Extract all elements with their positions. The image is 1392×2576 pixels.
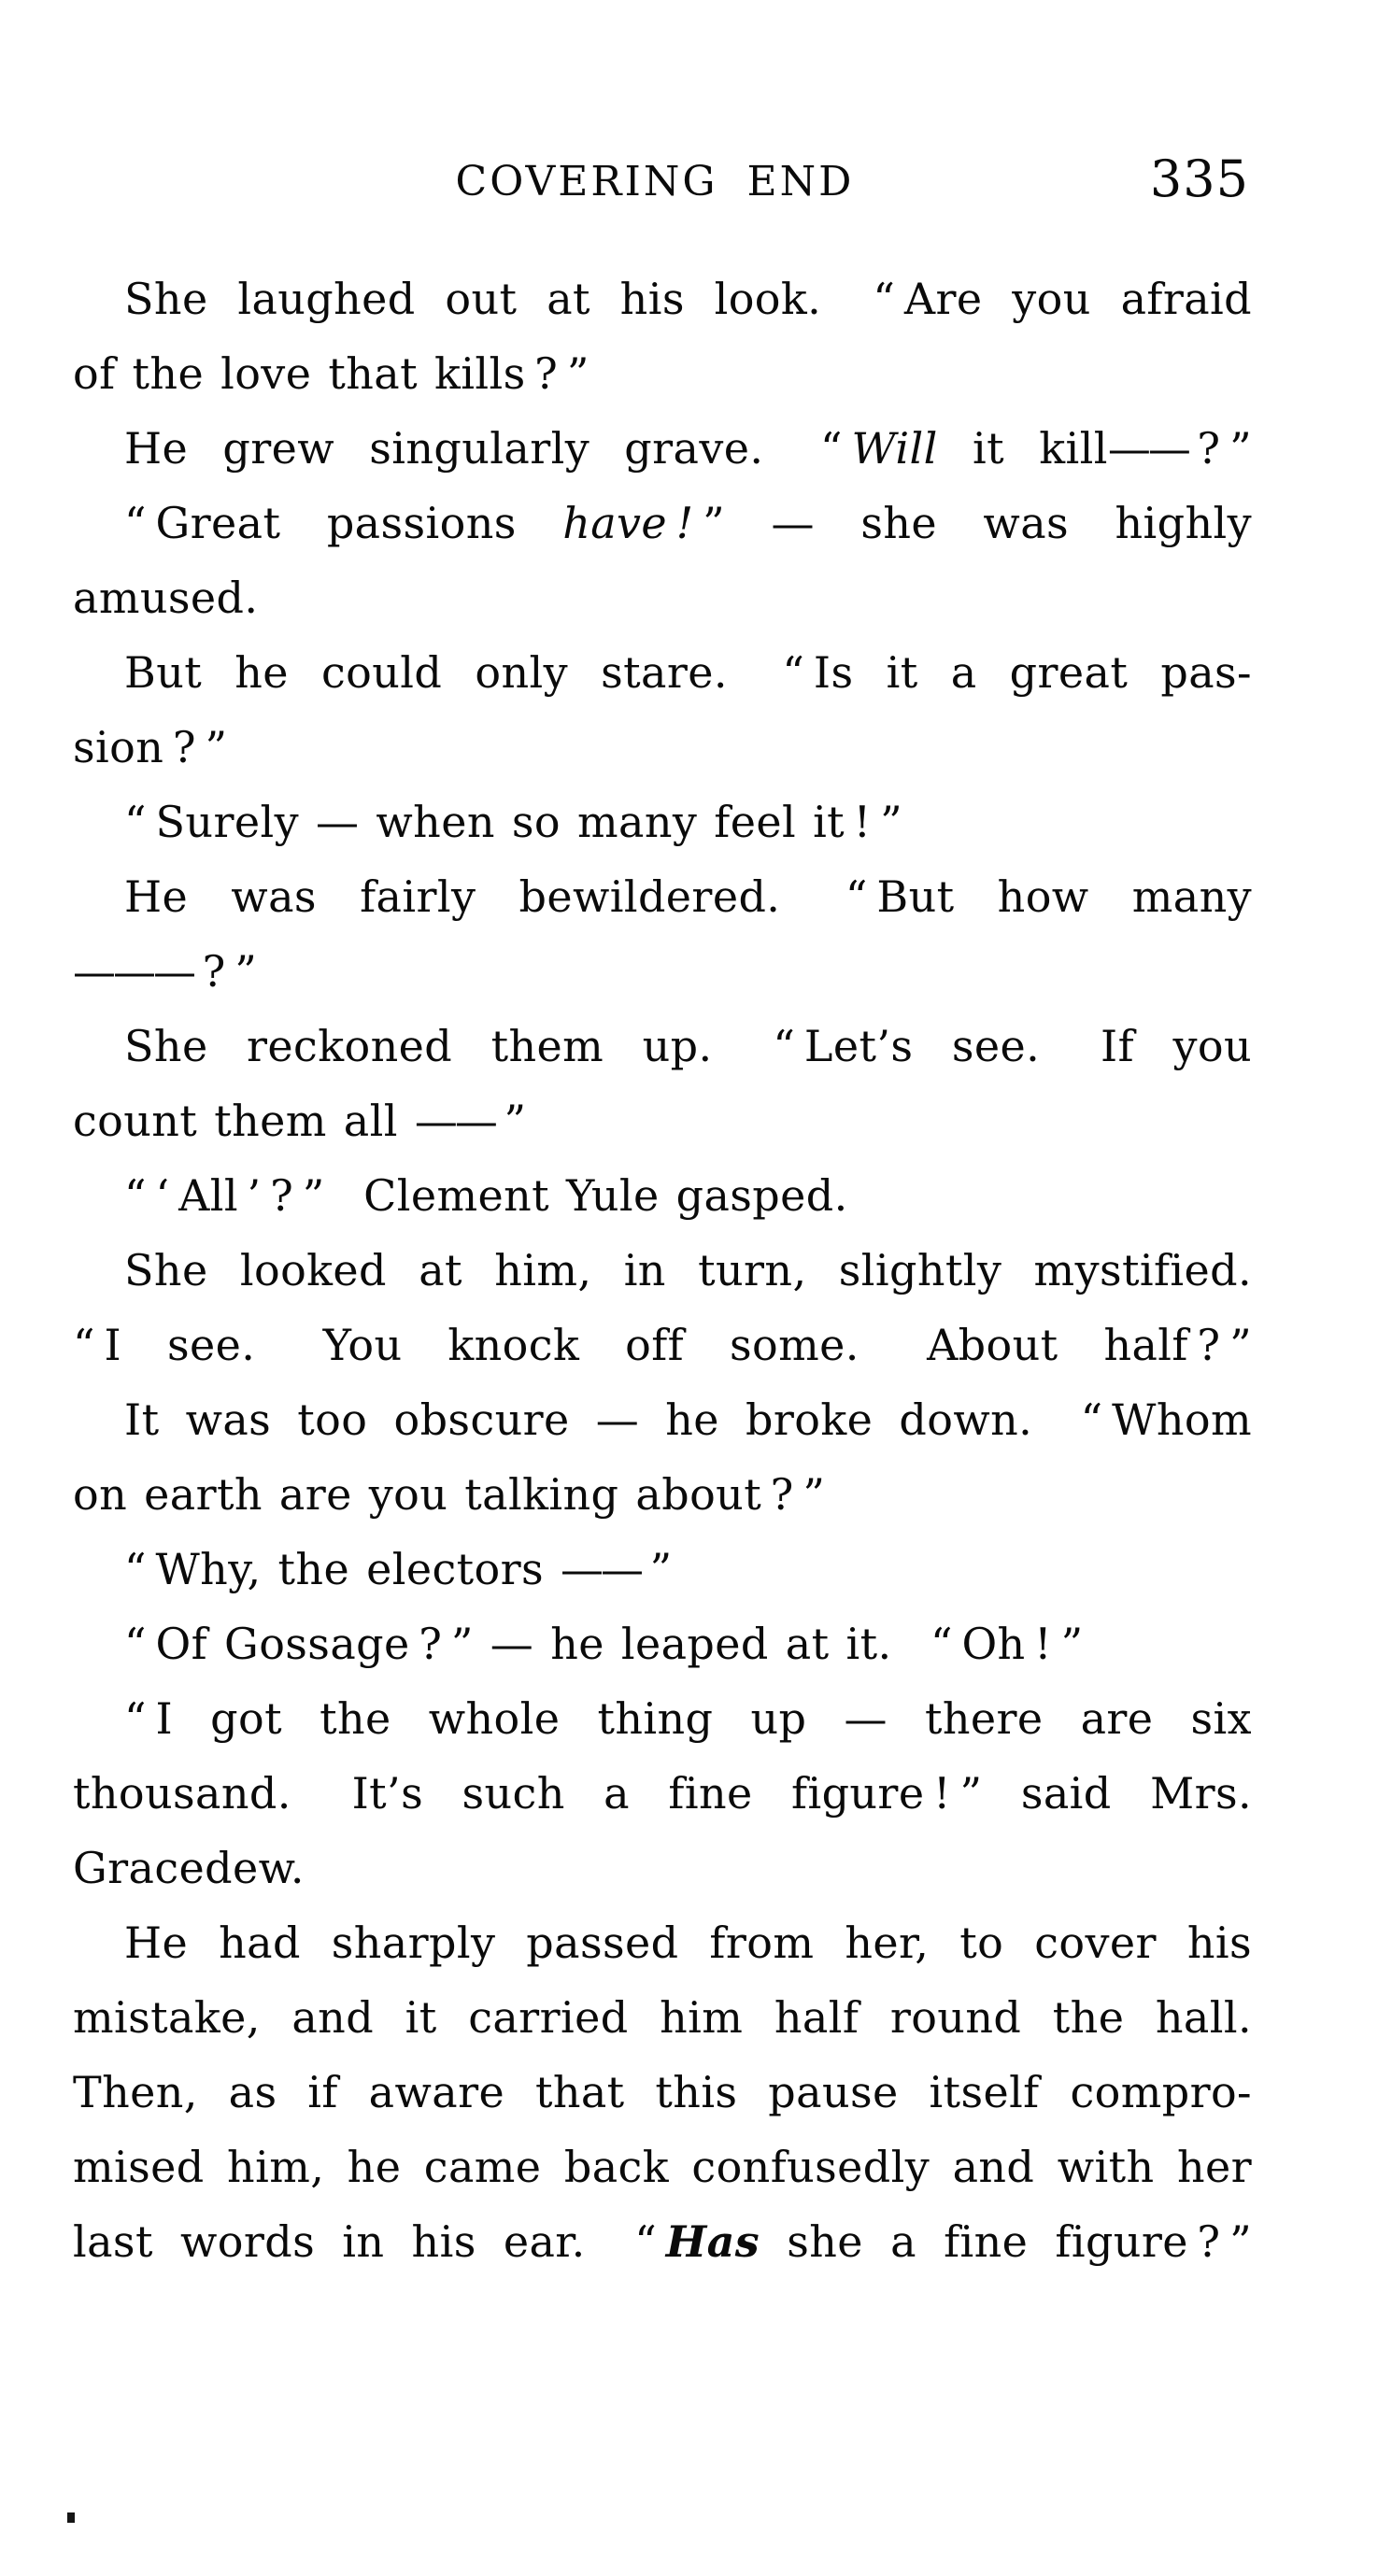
text-segment: It was too obscure — he broke down. “ Whom	[124, 1394, 1252, 1445]
text-line	[73, 1905, 1252, 1980]
text-segment: ”	[641, 1544, 673, 1594]
text-line	[73, 710, 1252, 785]
text-segment: she a fine figure ? ”	[760, 2216, 1252, 2267]
dash-rule: ——	[414, 1096, 495, 1146]
text-line	[73, 1681, 1252, 1756]
text-line	[73, 785, 1252, 859]
text-line	[73, 1083, 1252, 1158]
text-line	[73, 2204, 1252, 2279]
ink-speck-artifact	[67, 2512, 75, 2523]
dash-rule: ———	[73, 946, 193, 997]
text-line	[73, 1233, 1252, 1308]
text-segment: “ Why, the electors	[124, 1544, 561, 1594]
text-segment: of the love that kills ? ”	[73, 348, 589, 399]
text-segment: sion ? ”	[73, 722, 228, 772]
text-segment: “ Great passions	[124, 498, 563, 548]
running-title: COVERING END	[455, 158, 855, 205]
text-segment: ? ”	[1187, 423, 1252, 474]
running-head	[0, 149, 1392, 215]
text-segment: Gracedew.	[73, 1843, 305, 1893]
text-line	[73, 1457, 1252, 1532]
page-number: 335	[1149, 149, 1249, 208]
text-line	[73, 1831, 1252, 1905]
text-line	[73, 1606, 1252, 1681]
text-segment: count them all	[73, 1096, 415, 1146]
text-segment: She looked at him, in turn, slightly mystified.	[124, 1245, 1252, 1295]
dash-rule: ——	[1107, 423, 1188, 474]
text-segment: “ ‘ All ’ ? ” Clement Yule gasped.	[124, 1170, 848, 1221]
text-segment: mistake, and it carried him half round the hall.	[73, 1992, 1252, 2043]
text-segment: ”	[494, 1096, 527, 1146]
text-line	[73, 2130, 1252, 2204]
text-segment: But he could only stare. “ Is it a great pas-	[124, 647, 1252, 698]
text-segment: “ Of Gossage ? ” — he leaped at it. “ Oh ! ”	[124, 1619, 1084, 1669]
text-segment: He had sharply passed from her, to cover his	[124, 1918, 1252, 1968]
text-line	[73, 1009, 1252, 1083]
text-line	[73, 1532, 1252, 1606]
dash-rule: ——	[561, 1544, 642, 1594]
text-line	[73, 1980, 1252, 2055]
text-segment: She reckoned them up. “ Let’s see. If you	[124, 1021, 1252, 1071]
text-segment: “ I see. You knock off some. About half ? ”	[73, 1320, 1252, 1370]
text-segment: it kill	[937, 423, 1108, 474]
text-segment: “ Surely — when so many feel it ! ”	[124, 797, 903, 847]
text-line	[73, 859, 1252, 934]
text-segment: ” — she was highly	[693, 498, 1252, 548]
text-segment: amused.	[73, 573, 259, 623]
text-segment: ? ”	[193, 946, 258, 997]
text-line	[73, 635, 1252, 710]
text-segment: thousand. It’s such a fine figure ! ” said Mrs.	[73, 1768, 1252, 1819]
text-segment: He was fairly bewildered. “ But how many	[124, 871, 1252, 922]
text-line	[73, 262, 1252, 336]
text-line	[73, 1308, 1252, 1382]
text-line	[73, 486, 1252, 560]
text-line	[73, 934, 1252, 1009]
text-segment: Has	[665, 2216, 760, 2267]
text-segment: He grew singularly grave. “	[124, 423, 852, 474]
text-line	[73, 1158, 1252, 1233]
text-segment: on earth are you talking about ? ”	[73, 1469, 826, 1520]
text-segment: “ I got the whole thing up — there are six	[124, 1693, 1252, 1744]
text-segment: last words in his ear. “	[73, 2216, 666, 2267]
text-segment: mised him, he came back confusedly and with her	[73, 2142, 1252, 2192]
text-segment: have !	[562, 498, 694, 548]
text-line	[73, 1756, 1252, 1831]
text-segment: Then, as if aware that this pause itself compro-	[73, 2067, 1252, 2117]
text-line	[73, 411, 1252, 486]
text-segment: She laughed out at his look. “ Are you afraid	[124, 274, 1252, 324]
text-line	[73, 2055, 1252, 2130]
text-block	[73, 262, 1252, 2279]
text-line	[73, 1382, 1252, 1457]
text-line	[73, 560, 1252, 635]
text-segment: Will	[851, 423, 938, 474]
text-line	[73, 336, 1252, 411]
